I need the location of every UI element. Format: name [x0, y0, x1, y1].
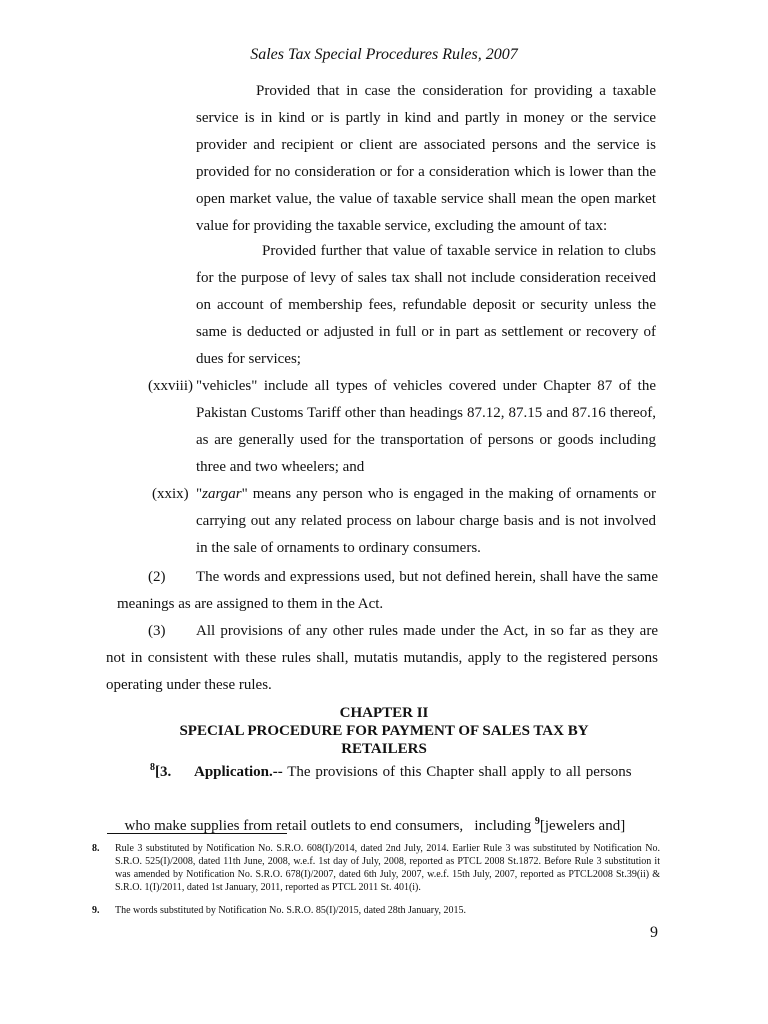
subrule-2-text: The words and expressions used, but not defined herein, shall have the same meanings as are assigned to them in the Act.: [117, 569, 658, 612]
rule-3-line-1: [150, 759, 660, 786]
proviso-2-text: Provided further that value of taxable service in relation to clubs for the purpose of levy of sales tax shall not include consideration received on account of membership fees, refundable deposit or security unless the same is deducted or adjusted in full or in part as settlement or recovery of dues for services;: [196, 243, 656, 367]
footnote-separator: [107, 833, 287, 834]
rule-3-line-2: [117, 786, 677, 840]
footnote-9-text: The words substituted by Notification No. S.R.O. 85(I)/2015, dated 28th January, 2015.: [115, 905, 466, 916]
page-number: 9: [650, 924, 658, 941]
item-xxix-definition: " means any person who is engaged in the making of ornaments or carrying out any related process on labour charge basis and is not involved in the sale of ornaments to ordinary consumers.: [196, 486, 656, 556]
proviso-paragraph-1: [196, 78, 656, 240]
footnote-9-number: 9.: [92, 905, 100, 916]
rule-3-text-1: The provisions of this Chapter shall apply to all persons: [287, 764, 632, 780]
item-xxix-label: (xxix): [152, 486, 189, 502]
item-xxviii-label: (xxviii): [148, 378, 193, 394]
proviso-1-text: Provided that in case the consideration for providing a taxable service is in kind or is partly in kind and partly in money or the service provider and recipient or client are associated persons and the service is provided for no consideration or for a consideration which is lower than the open market value, the value of taxable service shall mean the open market value for providing the taxable service, excluding the amount of tax:: [196, 83, 656, 234]
subrule-3-label: (3): [148, 623, 166, 639]
page-header: Sales Tax Special Procedures Rules, 2007: [250, 46, 518, 63]
footnote-ref-8[interactable]: 8: [150, 762, 155, 773]
rule-3-text-2-end: [jewelers and]: [539, 818, 626, 834]
item-xxix-term: zargar: [202, 486, 242, 502]
item-xxix-text: [196, 481, 656, 562]
footnote-8-number: 8.: [92, 843, 100, 854]
chapter-number: CHAPTER II: [339, 705, 429, 721]
rule-3-text-2: who make supplies from retail outlets to end consumers, including: [124, 818, 532, 834]
rule-3-heading: Application.--: [194, 764, 283, 780]
footnote-ref-9[interactable]: 9: [534, 816, 540, 827]
item-xxix-quote-open: ": [196, 486, 203, 502]
proviso-paragraph-2: [196, 238, 656, 373]
rule-3-number: [3.: [155, 764, 172, 780]
subrule-2-label: (2): [148, 569, 166, 585]
item-xxviii-text: "vehicles" include all types of vehicles covered under Chapter 87 of the Pakistan Customs Tariff other than headings 87.12, 87.15 and 87.16 thereof, as are generally used for the transportation of persons or goods including three and two wheelers; and: [196, 378, 656, 475]
subrule-3-text: All provisions of any other rules made under the Act, in so far as they are not in consistent with these rules shall, mutatis mutandis, apply to the registered persons operating under these rules.: [106, 623, 658, 693]
chapter-title-continued: RETAILERS: [341, 741, 427, 757]
footnote-8-text: Rule 3 substituted by Notification No. S.R.O. 608(I)/2014, dated 2nd July, 2014. Earlier Rule 3 was substituted by Notification No. S.R.O. 525(I)/2008, dated 11th June, 2008, w.e.f. 1st day of July, 2008, reported as PTCL 2008 St.1872. Before Rule 3 substitution it was amended by Notification No. S.R.O. 678(I)/2007, dated 6th July, 2007, w.e.f. 15th July, 2007, reported as PTCL2008 St.39(ii) & S.R.O. 1(I)/2011, dated 1st January, 2011, reported as PTCL 2011 St. 401(i).: [115, 843, 660, 893]
chapter-title: SPECIAL PROCEDURE FOR PAYMENT OF SALES TAX BY: [179, 723, 589, 739]
